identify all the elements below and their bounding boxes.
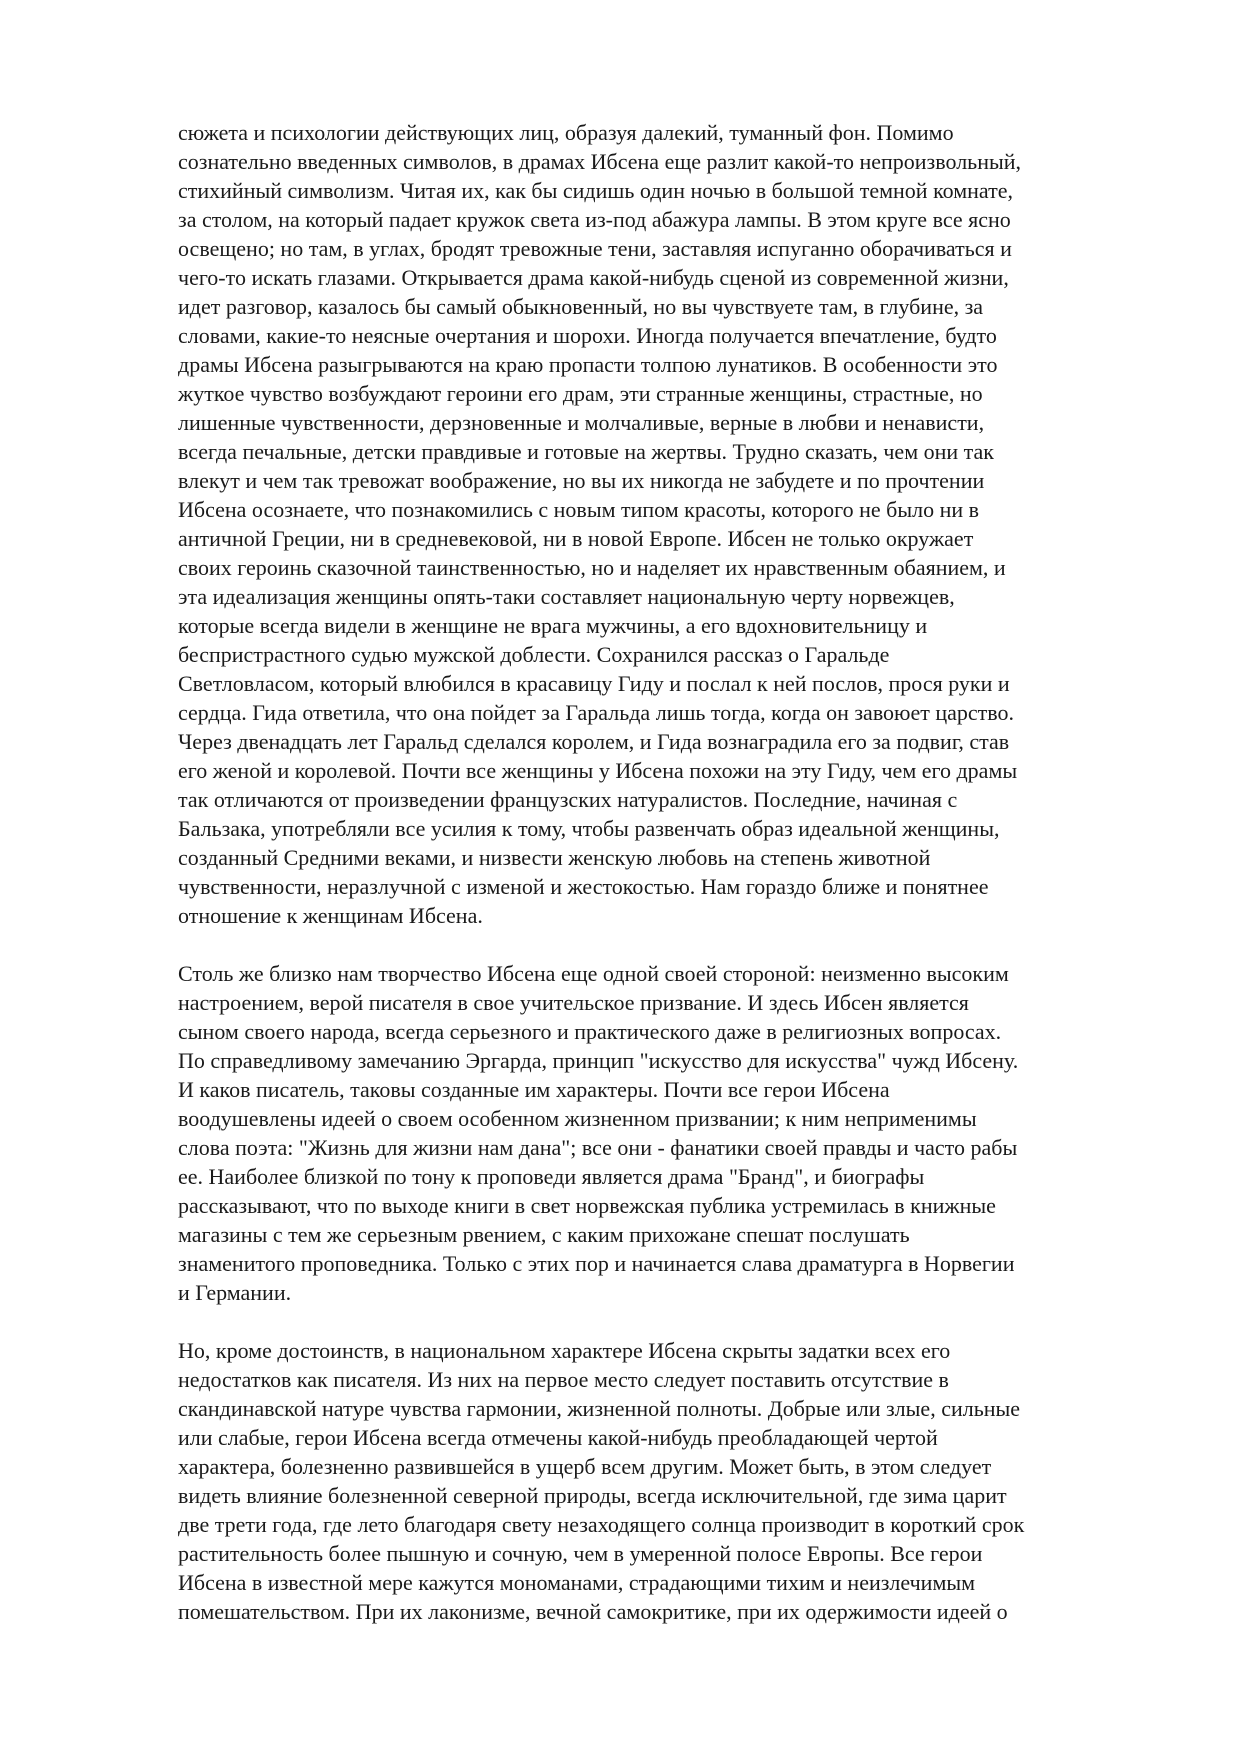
text-line: Столь же близко нам творчество Ибсена еще одной своей стороной: неизменно высоким <box>178 961 1009 986</box>
text-line: сердца. Гида ответила, что она пойдет за Гаральда лишь тогда, когда он завоюет царство. <box>178 700 1015 725</box>
text-line: скандинавской натуре чувства гармонии, жизненной полноты. Добрые или злые, сильные <box>178 1396 1021 1421</box>
paragraph <box>178 1336 1158 1626</box>
text-line: своих героинь сказочной таинственностью, но и наделяет их нравственным обаянием, и <box>178 555 1006 580</box>
text-line: жуткое чувство возбуждают героини его драм, эти странные женщины, страстные, но <box>178 381 983 406</box>
text-line: чувственности, неразлучной с изменой и жестокостью. Нам гораздо ближе и понятнее <box>178 874 989 899</box>
text-line: эта идеализация женщины опять-таки составляет национальную черту норвежцев, <box>178 584 955 609</box>
text-line: Светловласом, который влюбился в красавицу Гиду и послал к ней послов, прося руки и <box>178 671 1010 696</box>
text-line: стихийный символизм. Читая их, как бы сидишь один ночью в большой темной комнате, <box>178 178 1013 203</box>
text-line: растительность более пышную и сочную, чем в умеренной полосе Европы. Все герои <box>178 1541 983 1566</box>
text-line: настроением, верой писателя в свое учительское призвание. И здесь Ибсен является <box>178 990 969 1015</box>
document-body <box>178 118 1158 1626</box>
text-line: недостатков как писателя. Из них на первое место следует поставить отсутствие в <box>178 1367 949 1392</box>
text-line: помешательством. При их лаконизме, вечной самокритике, при их одержимости идеей о <box>178 1599 1008 1624</box>
text-line: И каков писатель, таковы созданные им характеры. Почти все герои Ибсена <box>178 1077 890 1102</box>
text-line: созданный Средними веками, и низвести женскую любовь на степень животной <box>178 845 931 870</box>
document-page <box>178 118 1158 1655</box>
text-line: античной Греции, ни в средневековой, ни в новой Европе. Ибсен не только окружает <box>178 526 974 551</box>
text-line: воодушевлены идеей о своем особенном жизненном призвании; к ним неприменимы <box>178 1106 977 1131</box>
text-line: сознательно введенных символов, в драмах Ибсена еще разлит какой-то непроизвольный, <box>178 149 1022 174</box>
text-line: сыном своего народа, всегда серьезного и практического даже в религиозных вопросах. <box>178 1019 1002 1044</box>
paragraph <box>178 959 1158 1307</box>
text-line: Ибсена в известной мере кажутся мономанами, страдающими тихим и неизлечимым <box>178 1570 976 1595</box>
text-line: его женой и королевой. Почти все женщины у Ибсена похожи на эту Гиду, чем его драмы <box>178 758 1018 783</box>
text-line: или слабые, герои Ибсена всегда отмечены какой-нибудь преобладающей чертой <box>178 1425 938 1450</box>
text-line: драмы Ибсена разыгрываются на краю пропасти толпою лунатиков. В особенности это <box>178 352 998 377</box>
text-line: за столом, на который падает кружок света из-под абажура лампы. В этом круге все ясно <box>178 207 1011 232</box>
text-line: чего-то искать глазами. Открывается драма какой-нибудь сценой из современной жизни, <box>178 265 1009 290</box>
text-line: видеть влияние болезненной северной природы, всегда исключительной, где зима царит <box>178 1483 1007 1508</box>
text-line: отношение к женщинам Ибсена. <box>178 903 483 928</box>
text-line: беспристрастного судью мужской доблести. Сохранился рассказ о Гаральде <box>178 642 890 667</box>
paragraph <box>178 118 1158 930</box>
text-line: Но, кроме достоинств, в национальном характере Ибсена скрыты задатки всех его <box>178 1338 951 1363</box>
text-line: рассказывают, что по выходе книги в свет норвежская публика устремилась в книжные <box>178 1193 996 1218</box>
text-line: две трети года, где лето благодаря свету незаходящего солнца производит в короткий срок <box>178 1512 1025 1537</box>
text-line: По справедливому замечанию Эргарда, принцип "искусство для искусства" чужд Ибсену. <box>178 1048 1019 1073</box>
text-line: знаменитого проповедника. Только с этих пор и начинается слава драматурга в Норвегии <box>178 1251 1015 1276</box>
text-line: магазины с тем же серьезным рвением, с каким прихожане спешат послушать <box>178 1222 910 1247</box>
text-line: Через двенадцать лет Гаральд сделался королем, и Гида вознаградила его за подвиг, став <box>178 729 1010 754</box>
text-line: влекут и чем так тревожат воображение, но вы их никогда не забудете и по прочтении <box>178 468 985 493</box>
text-line: лишенные чувственности, дерзновенные и молчаливые, верные в любви и ненависти, <box>178 410 985 435</box>
text-line: и Германии. <box>178 1280 292 1305</box>
text-line: словами, какие-то неясные очертания и шорохи. Иногда получается впечатление, будто <box>178 323 997 348</box>
text-line: так отличаются от произведении французских натуралистов. Последние, начиная с <box>178 787 958 812</box>
text-line: всегда печальные, детски правдивые и готовые на жертвы. Трудно сказать, чем они так <box>178 439 994 464</box>
text-line: освещено; но там, в углах, бродят тревожные тени, заставляя испуганно оборачиваться и <box>178 236 1012 261</box>
text-line: идет разговор, казалось бы самый обыкновенный, но вы чувствуете там, в глубине, за <box>178 294 984 319</box>
text-line: Ибсена осознаете, что познакомились с новым типом красоты, которого не было ни в <box>178 497 980 522</box>
text-line: характера, болезненно развившейся в ущерб всем другим. Может быть, в этом следует <box>178 1454 992 1479</box>
text-line: ее. Наиболее близкой по тону к проповеди является драма "Бранд", и биографы <box>178 1164 925 1189</box>
text-line: сюжета и психологии действующих лиц, образуя далекий, туманный фон. Помимо <box>178 120 954 145</box>
text-line: которые всегда видели в женщине не врага мужчины, а его вдохновительницу и <box>178 613 928 638</box>
text-line: Бальзака, употребляли все усилия к тому, чтобы развенчать образ идеальной женщины, <box>178 816 1000 841</box>
text-line: слова поэта: "Жизнь для жизни нам дана"; все они - фанатики своей правды и часто рабы <box>178 1135 1018 1160</box>
